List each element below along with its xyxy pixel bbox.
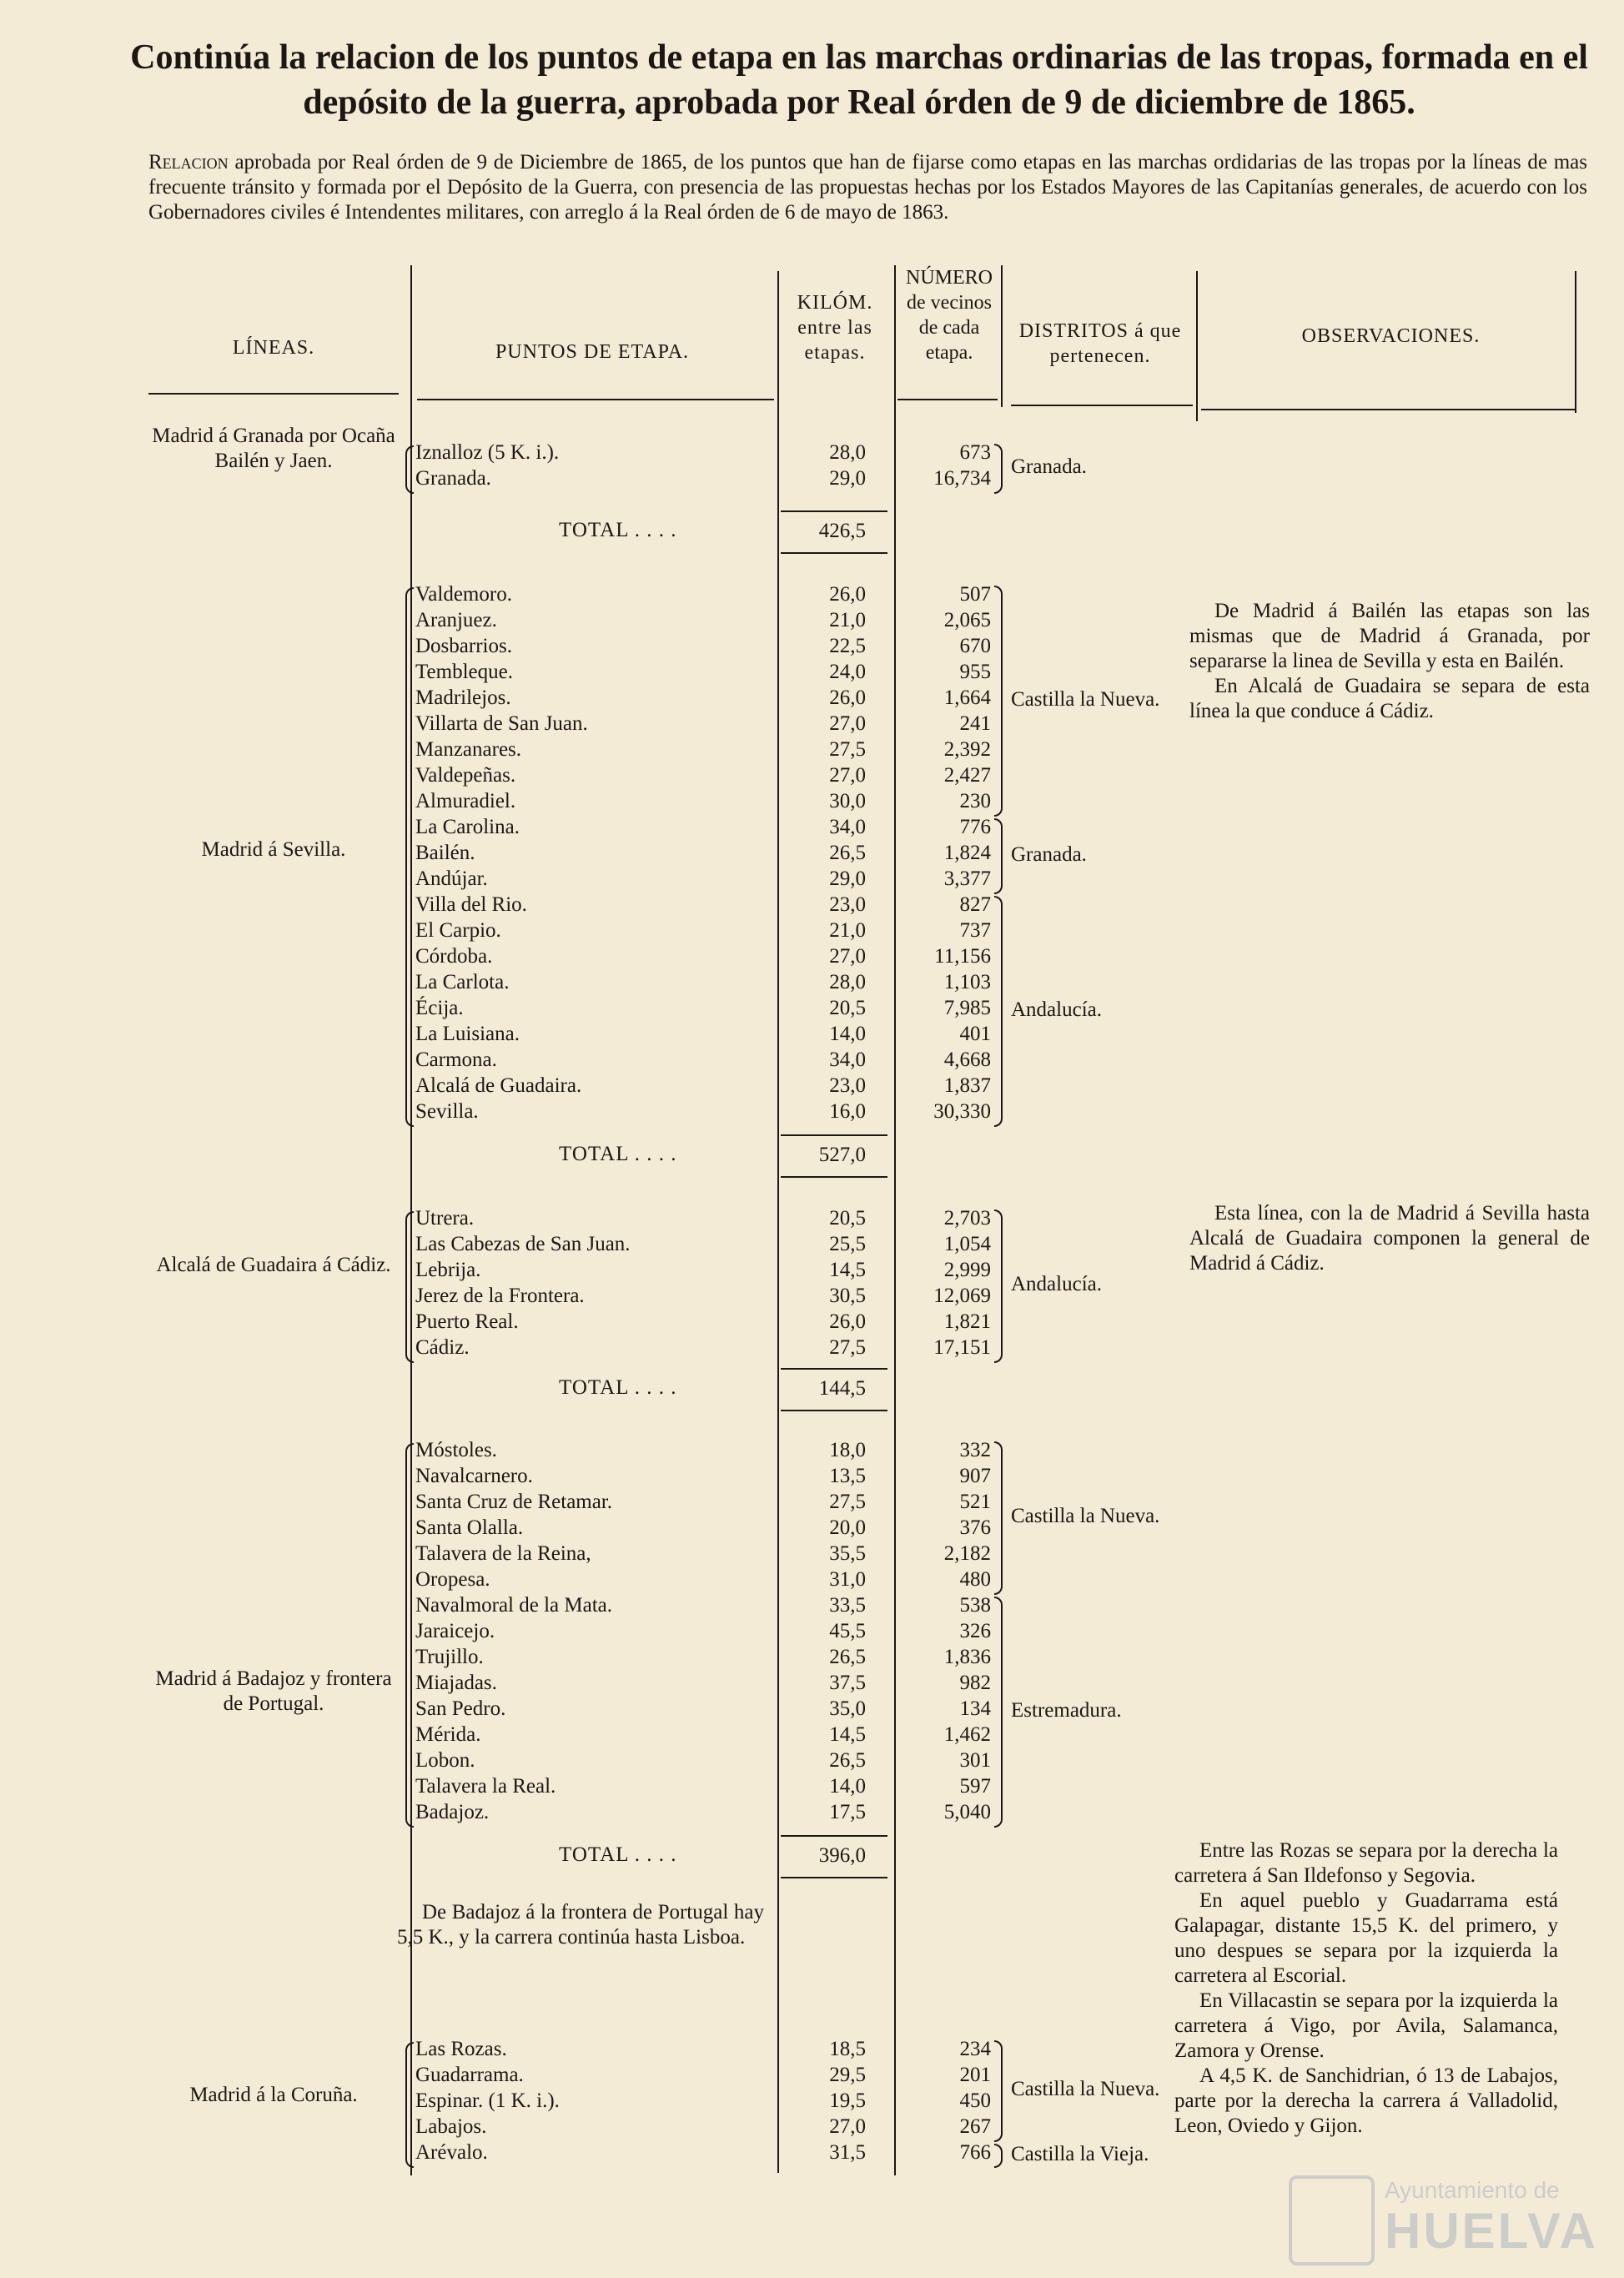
etapa-place: Lebrija. — [415, 1259, 481, 1281]
ayuntamiento-watermark — [1289, 2169, 1598, 2265]
etapa-km: 45,5 — [829, 1620, 866, 1642]
header-rule — [1201, 409, 1576, 410]
etapa-place: Las Rozas. — [415, 2038, 507, 2060]
etapa-place: Granada. — [415, 467, 491, 490]
header-numero: NÚMERO de vecinos de cada etapa. — [905, 267, 993, 364]
etapa-place: La Carolina. — [415, 816, 520, 838]
observation-paragraph: De Madrid á Bailén las etapas son las mismas que de Madrid á Granada, por separarse la linea de Sevilla y esta en Bailén. — [1189, 600, 1590, 672]
etapa-km: 13,5 — [829, 1465, 866, 1487]
etapa-place: Arévalo. — [415, 2141, 488, 2164]
etapa-place: La Carlota. — [415, 971, 510, 993]
total-rule — [781, 510, 887, 512]
note-paragraph: De Badajoz á la frontera de Portugal hay 5,5 K., y la carrera continúa hasta Lisboa. — [397, 1901, 764, 1949]
brace-left — [405, 445, 414, 494]
etapa-place: Utrera. — [415, 1207, 475, 1230]
header-lineas: LÍNEAS. — [232, 337, 315, 359]
etapa-place: Almuradiel. — [415, 790, 516, 812]
etapa-place: Villarta de San Juan. — [415, 712, 588, 735]
etapa-place: Guadarrama. — [415, 2064, 524, 2086]
total-label: TOTAL . . . . — [559, 1143, 677, 1165]
etapa-vecinos: 955 — [959, 661, 991, 683]
etapa-vecinos: 30,330 — [933, 1100, 991, 1123]
etapa-vecinos: 670 — [959, 635, 991, 657]
etapa-vecinos: 2,703 — [943, 1207, 991, 1230]
etapa-place: Jerez de la Frontera. — [415, 1285, 585, 1307]
etapa-vecinos: 241 — [959, 712, 991, 735]
etapa-km: 28,0 — [829, 441, 866, 464]
district-name: Castilla la Nueva. — [1011, 2078, 1160, 2100]
column-rule — [777, 271, 779, 2173]
district-brace — [994, 1597, 1003, 1828]
etapa-place: Espinar. (1 K. i.). — [415, 2089, 560, 2112]
etapa-place: Écija. — [415, 997, 464, 1019]
header-kilom: KILÓM. entre las etapas. — [797, 292, 873, 364]
etapa-place: Santa Olalla. — [415, 1516, 524, 1539]
etapa-km: 31,0 — [829, 1568, 866, 1591]
etapa-km: 34,0 — [829, 1048, 866, 1071]
brace-left — [405, 2042, 414, 2168]
etapa-place: Oropesa. — [415, 1568, 490, 1591]
etapa-place: Las Cabezas de San Juan. — [415, 1233, 631, 1255]
etapa-km: 14,5 — [829, 1259, 866, 1281]
intro-lead: Relacion — [148, 151, 229, 173]
district-brace — [994, 896, 1003, 1127]
etapa-km: 27,0 — [829, 764, 866, 787]
etapa-km: 20,5 — [829, 1207, 866, 1230]
etapa-place: Aranjuez. — [415, 609, 497, 631]
etapa-place: San Pedro. — [415, 1697, 506, 1720]
etapa-place: Villa del Rio. — [415, 893, 527, 916]
etapa-place: Móstoles. — [415, 1439, 497, 1461]
watermark-bottom: HUELVA — [1385, 2203, 1598, 2259]
header-rule — [148, 393, 399, 395]
etapa-vecinos: 907 — [959, 1465, 991, 1487]
district-name: Granada. — [1011, 455, 1087, 478]
header-rule — [897, 399, 998, 400]
header-distritos: DISTRITOS á que pertenecen. — [1018, 320, 1182, 367]
line-name: Madrid á la Coruña. — [189, 2084, 358, 2106]
etapa-vecinos: 2,065 — [943, 609, 991, 631]
line-name: Madrid á Granada por Ocaña Bailén y Jaen. — [152, 425, 395, 472]
district-name: Andalucía. — [1011, 1273, 1102, 1295]
etapa-vecinos: 538 — [959, 1594, 991, 1617]
etapa-place: Miajadas. — [415, 1672, 497, 1694]
etapa-place: Bailén. — [415, 842, 475, 864]
header-rule — [1011, 405, 1193, 406]
etapa-km: 35,5 — [829, 1542, 866, 1565]
etapa-vecinos: 301 — [959, 1749, 991, 1772]
etapa-vecinos: 2,427 — [943, 764, 991, 787]
etapa-km: 26,0 — [829, 583, 866, 606]
line-name: Madrid á Sevilla. — [201, 838, 346, 861]
etapa-km: 26,5 — [829, 1646, 866, 1668]
etapa-km: 29,0 — [829, 467, 866, 490]
etapa-place: Talavera de la Reina, — [415, 1542, 591, 1565]
column-rule — [1001, 265, 1003, 407]
etapa-vecinos: 1,103 — [943, 971, 991, 993]
etapa-km: 27,0 — [829, 2115, 866, 2138]
etapa-vecinos: 332 — [959, 1439, 991, 1461]
etapa-place: Talavera la Real. — [415, 1775, 556, 1798]
etapa-place: Carmona. — [415, 1048, 497, 1071]
etapa-km: 18,5 — [829, 2038, 866, 2060]
total-value: 426,5 — [818, 520, 866, 542]
etapa-place: Navalcarnero. — [415, 1465, 533, 1487]
etapa-km: 14,0 — [829, 1023, 866, 1045]
total-label: TOTAL . . . . — [559, 1376, 677, 1399]
etapa-place: Iznalloz (5 K. i.). — [415, 441, 560, 464]
total-rule — [781, 1368, 887, 1370]
etapa-km: 30,5 — [829, 1285, 866, 1307]
etapa-place: Manzanares. — [415, 738, 522, 761]
etapa-vecinos: 480 — [959, 1568, 991, 1591]
etapa-place: Valdemoro. — [415, 583, 512, 606]
etapa-km: 35,0 — [829, 1697, 866, 1720]
district-name: Castilla la Nueva. — [1011, 687, 1160, 711]
column-rule — [894, 265, 896, 2175]
etapa-vecinos: 737 — [959, 919, 991, 942]
etapa-vecinos: 1,837 — [943, 1074, 991, 1097]
etapa-vecinos: 376 — [959, 1516, 991, 1539]
etapa-vecinos: 507 — [959, 583, 991, 606]
etapa-place: Trujillo. — [415, 1646, 484, 1668]
etapa-place: Jaraicejo. — [415, 1620, 495, 1642]
etapa-vecinos: 16,734 — [933, 467, 991, 490]
line-name: Madrid á Badajoz y frontera de Portugal. — [155, 1667, 392, 1715]
watermark-top: Ayuntamiento de — [1385, 2177, 1560, 2203]
observation-paragraph: Entre las Rozas se separa por la derecha la carretera á San Ildefonso y Segovia. — [1174, 1839, 1558, 1887]
etapa-place: Navalmoral de la Mata. — [415, 1594, 613, 1617]
etapa-vecinos: 5,040 — [943, 1801, 991, 1823]
district-name: Andalucía. — [1011, 998, 1102, 1021]
header-puntos: PUNTOS DE ETAPA. — [495, 341, 690, 363]
etapa-vecinos: 2,999 — [943, 1259, 991, 1281]
district-brace — [994, 2040, 1003, 2142]
etapa-km: 33,5 — [829, 1594, 866, 1617]
observation-paragraph: En Alcalá de Guadaira se separa de esta línea la que conduce á Cádiz. — [1189, 675, 1590, 722]
total-value: 144,5 — [818, 1377, 866, 1400]
etapa-vecinos: 11,156 — [934, 945, 991, 968]
etapa-place: El Carpio. — [415, 919, 501, 942]
etapa-place: Dosbarrios. — [415, 635, 512, 657]
etapa-place: Cádiz. — [415, 1336, 470, 1359]
total-rule — [781, 1877, 887, 1878]
observation-paragraph: Esta línea, con la de Madrid á Sevilla hasta Alcalá de Guadaira componen la general de Madrid á Cádiz. — [1189, 1202, 1590, 1275]
etapa-km: 26,0 — [829, 1310, 866, 1333]
etapa-km: 14,0 — [829, 1775, 866, 1798]
etapa-km: 27,5 — [829, 738, 866, 761]
district-name: Castilla la Vieja. — [1011, 2142, 1149, 2165]
etapa-km: 22,5 — [829, 635, 866, 657]
etapa-vecinos: 17,151 — [933, 1336, 991, 1359]
etapa-km: 25,5 — [829, 1233, 866, 1255]
etapa-km: 24,0 — [829, 661, 866, 683]
etapa-km: 31,5 — [829, 2141, 866, 2164]
etapa-place: Santa Cruz de Retamar. — [415, 1491, 613, 1513]
total-value: 527,0 — [818, 1144, 866, 1166]
district-brace — [994, 1209, 1003, 1363]
etapa-place: Tembleque. — [415, 661, 513, 683]
etapa-km: 34,0 — [829, 816, 866, 838]
etapa-km: 27,5 — [829, 1491, 866, 1513]
district-brace — [994, 586, 1003, 817]
etapa-place: Alcalá de Guadaira. — [415, 1074, 582, 1097]
etapa-km: 19,5 — [829, 2089, 866, 2112]
etapa-km: 20,5 — [829, 997, 866, 1019]
total-label: TOTAL . . . . — [559, 1843, 677, 1866]
seal-icon — [1289, 2175, 1375, 2265]
district-brace — [994, 1441, 1003, 1595]
district-brace — [994, 818, 1003, 894]
observation-paragraph: En aquel pueblo y Guadarrama está Galapagar, distante 15,5 K. del primero, y uno despues se separa por la izquierda la carretera al Escorial. — [1174, 1889, 1558, 1987]
etapa-place: La Luisiana. — [415, 1023, 520, 1045]
etapa-km: 28,0 — [829, 971, 866, 993]
etapa-vecinos: 3,377 — [943, 867, 991, 890]
etapa-km: 16,0 — [829, 1100, 866, 1123]
etapa-vecinos: 326 — [959, 1620, 991, 1642]
etapa-vecinos: 766 — [959, 2141, 991, 2164]
etapa-km: 37,5 — [829, 1672, 866, 1694]
etapa-vecinos: 2,182 — [943, 1542, 991, 1565]
page-title: Continúa la relacion de los puntos de etapa en las marchas ordinarias de las tropas, formada en el depósito de la guerra, aprobada por Real órden de 9 de diciembre de 1865. — [130, 38, 1588, 122]
etapa-vecinos: 521 — [959, 1491, 991, 1513]
etapa-km: 26,5 — [829, 1749, 866, 1772]
observations — [1174, 1838, 1558, 2139]
etapa-vecinos: 1,821 — [943, 1310, 991, 1333]
etapa-vecinos: 7,985 — [943, 997, 991, 1019]
column-rule — [1196, 271, 1198, 421]
etapa-vecinos: 234 — [959, 2038, 991, 2060]
etapa-vecinos: 982 — [959, 1672, 991, 1694]
etapa-km: 29,5 — [829, 2064, 866, 2086]
brace-left — [405, 1211, 414, 1363]
etapa-km: 27,0 — [829, 945, 866, 968]
etapa-place: Madrilejos. — [415, 686, 511, 709]
total-rule — [781, 552, 887, 554]
total-rule — [781, 1410, 887, 1411]
observation-paragraph: En Villacastin se separa por la izquierda la carretera á Vigo, por Avila, Salamanca, Zamora y Orense. — [1174, 1989, 1558, 2062]
etapa-place: Mérida. — [415, 1723, 481, 1746]
brace-left — [405, 1443, 414, 1828]
etapa-km: 26,0 — [829, 686, 866, 709]
etapa-place: Labajos. — [415, 2115, 487, 2138]
etapa-vecinos: 401 — [959, 1023, 991, 1045]
etapa-km: 23,0 — [829, 893, 866, 916]
etapa-vecinos: 1,824 — [943, 842, 991, 864]
total-value: 396,0 — [818, 1844, 866, 1867]
etapa-km: 26,5 — [829, 842, 866, 864]
etapa-vecinos: 230 — [959, 790, 991, 812]
etapa-km: 30,0 — [829, 790, 866, 812]
etapa-vecinos: 4,668 — [943, 1048, 991, 1071]
header-observaciones: OBSERVACIONES. — [1301, 325, 1481, 347]
header-rule — [417, 399, 774, 400]
etapa-place: Lobon. — [415, 1749, 475, 1772]
district-name: Estremadura. — [1011, 1698, 1122, 1722]
etapa-place: Puerto Real. — [415, 1310, 519, 1333]
total-rule — [781, 1835, 887, 1837]
etapa-vecinos: 1,054 — [943, 1233, 991, 1255]
intro-text: aprobada por Real órden de 9 de Diciembre de 1865, de los puntos que han de fijarse como etapas en las marchas ordidarias de las tropas por la líneas de mas frecuente tránsito y formada por el Depósito de la Guerra, con presencia de las propuestas hechas por los Estados Mayores de las Capitanías generales, de acuerdo con los Gobernadores civiles é Intendentes militares, con arreglo á la Real órden de 6 de mayo de 1863. — [148, 151, 1588, 224]
district-name: Castilla la Nueva. — [1011, 1505, 1160, 1527]
etapa-km: 20,0 — [829, 1516, 866, 1539]
etapa-vecinos: 597 — [959, 1775, 991, 1798]
etapa-place: Córdoba. — [415, 945, 493, 968]
observation-paragraph: A 4,5 K. de Sanchidrian, ó 13 de Labajos, parte por la derecha la carrera á Valladolid, Leon, Oviedo y Gijon. — [1174, 2064, 1558, 2137]
district-name: Granada. — [1011, 842, 1087, 866]
brace-left — [405, 587, 414, 1127]
etapa-vecinos: 1,664 — [943, 686, 991, 709]
total-label: TOTAL . . . . — [559, 519, 677, 541]
etapa-km: 27,0 — [829, 712, 866, 735]
etapa-vecinos: 134 — [959, 1697, 991, 1720]
total-rule — [781, 1176, 887, 1178]
total-rule — [781, 1134, 887, 1136]
etapa-vecinos: 201 — [959, 2064, 991, 2086]
etapa-place: Badajoz. — [415, 1801, 490, 1823]
district-brace — [994, 444, 1003, 494]
etapa-place: Sevilla. — [415, 1100, 479, 1123]
etapa-km: 14,5 — [829, 1723, 866, 1746]
etapa-vecinos: 776 — [959, 816, 991, 838]
etapa-km: 18,0 — [829, 1439, 866, 1461]
district-brace — [994, 2144, 1003, 2168]
etapa-km: 17,5 — [829, 1801, 866, 1823]
etapa-vecinos: 267 — [959, 2115, 991, 2138]
line-name: Alcalá de Guadaira á Cádiz. — [156, 1254, 391, 1276]
intro-paragraph — [148, 150, 1587, 225]
observations — [1189, 1201, 1590, 1276]
observations — [1189, 599, 1590, 724]
etapa-place: Andújar. — [415, 867, 488, 890]
etapa-km: 21,0 — [829, 919, 866, 942]
etapa-km: 27,5 — [829, 1336, 866, 1359]
column-rule — [1575, 271, 1576, 413]
etapa-km: 21,0 — [829, 609, 866, 631]
etapa-km: 23,0 — [829, 1074, 866, 1097]
etapa-vecinos: 827 — [959, 893, 991, 916]
etapa-km: 29,0 — [829, 867, 866, 890]
etapa-vecinos: 12,069 — [933, 1285, 991, 1307]
etapa-vecinos: 1,462 — [943, 1723, 991, 1746]
etapa-vecinos: 2,392 — [943, 738, 991, 761]
etapa-vecinos: 673 — [959, 441, 991, 464]
etapa-vecinos: 450 — [959, 2089, 991, 2112]
etapa-vecinos: 1,836 — [943, 1646, 991, 1668]
etapa-place: Valdepeñas. — [415, 764, 516, 787]
